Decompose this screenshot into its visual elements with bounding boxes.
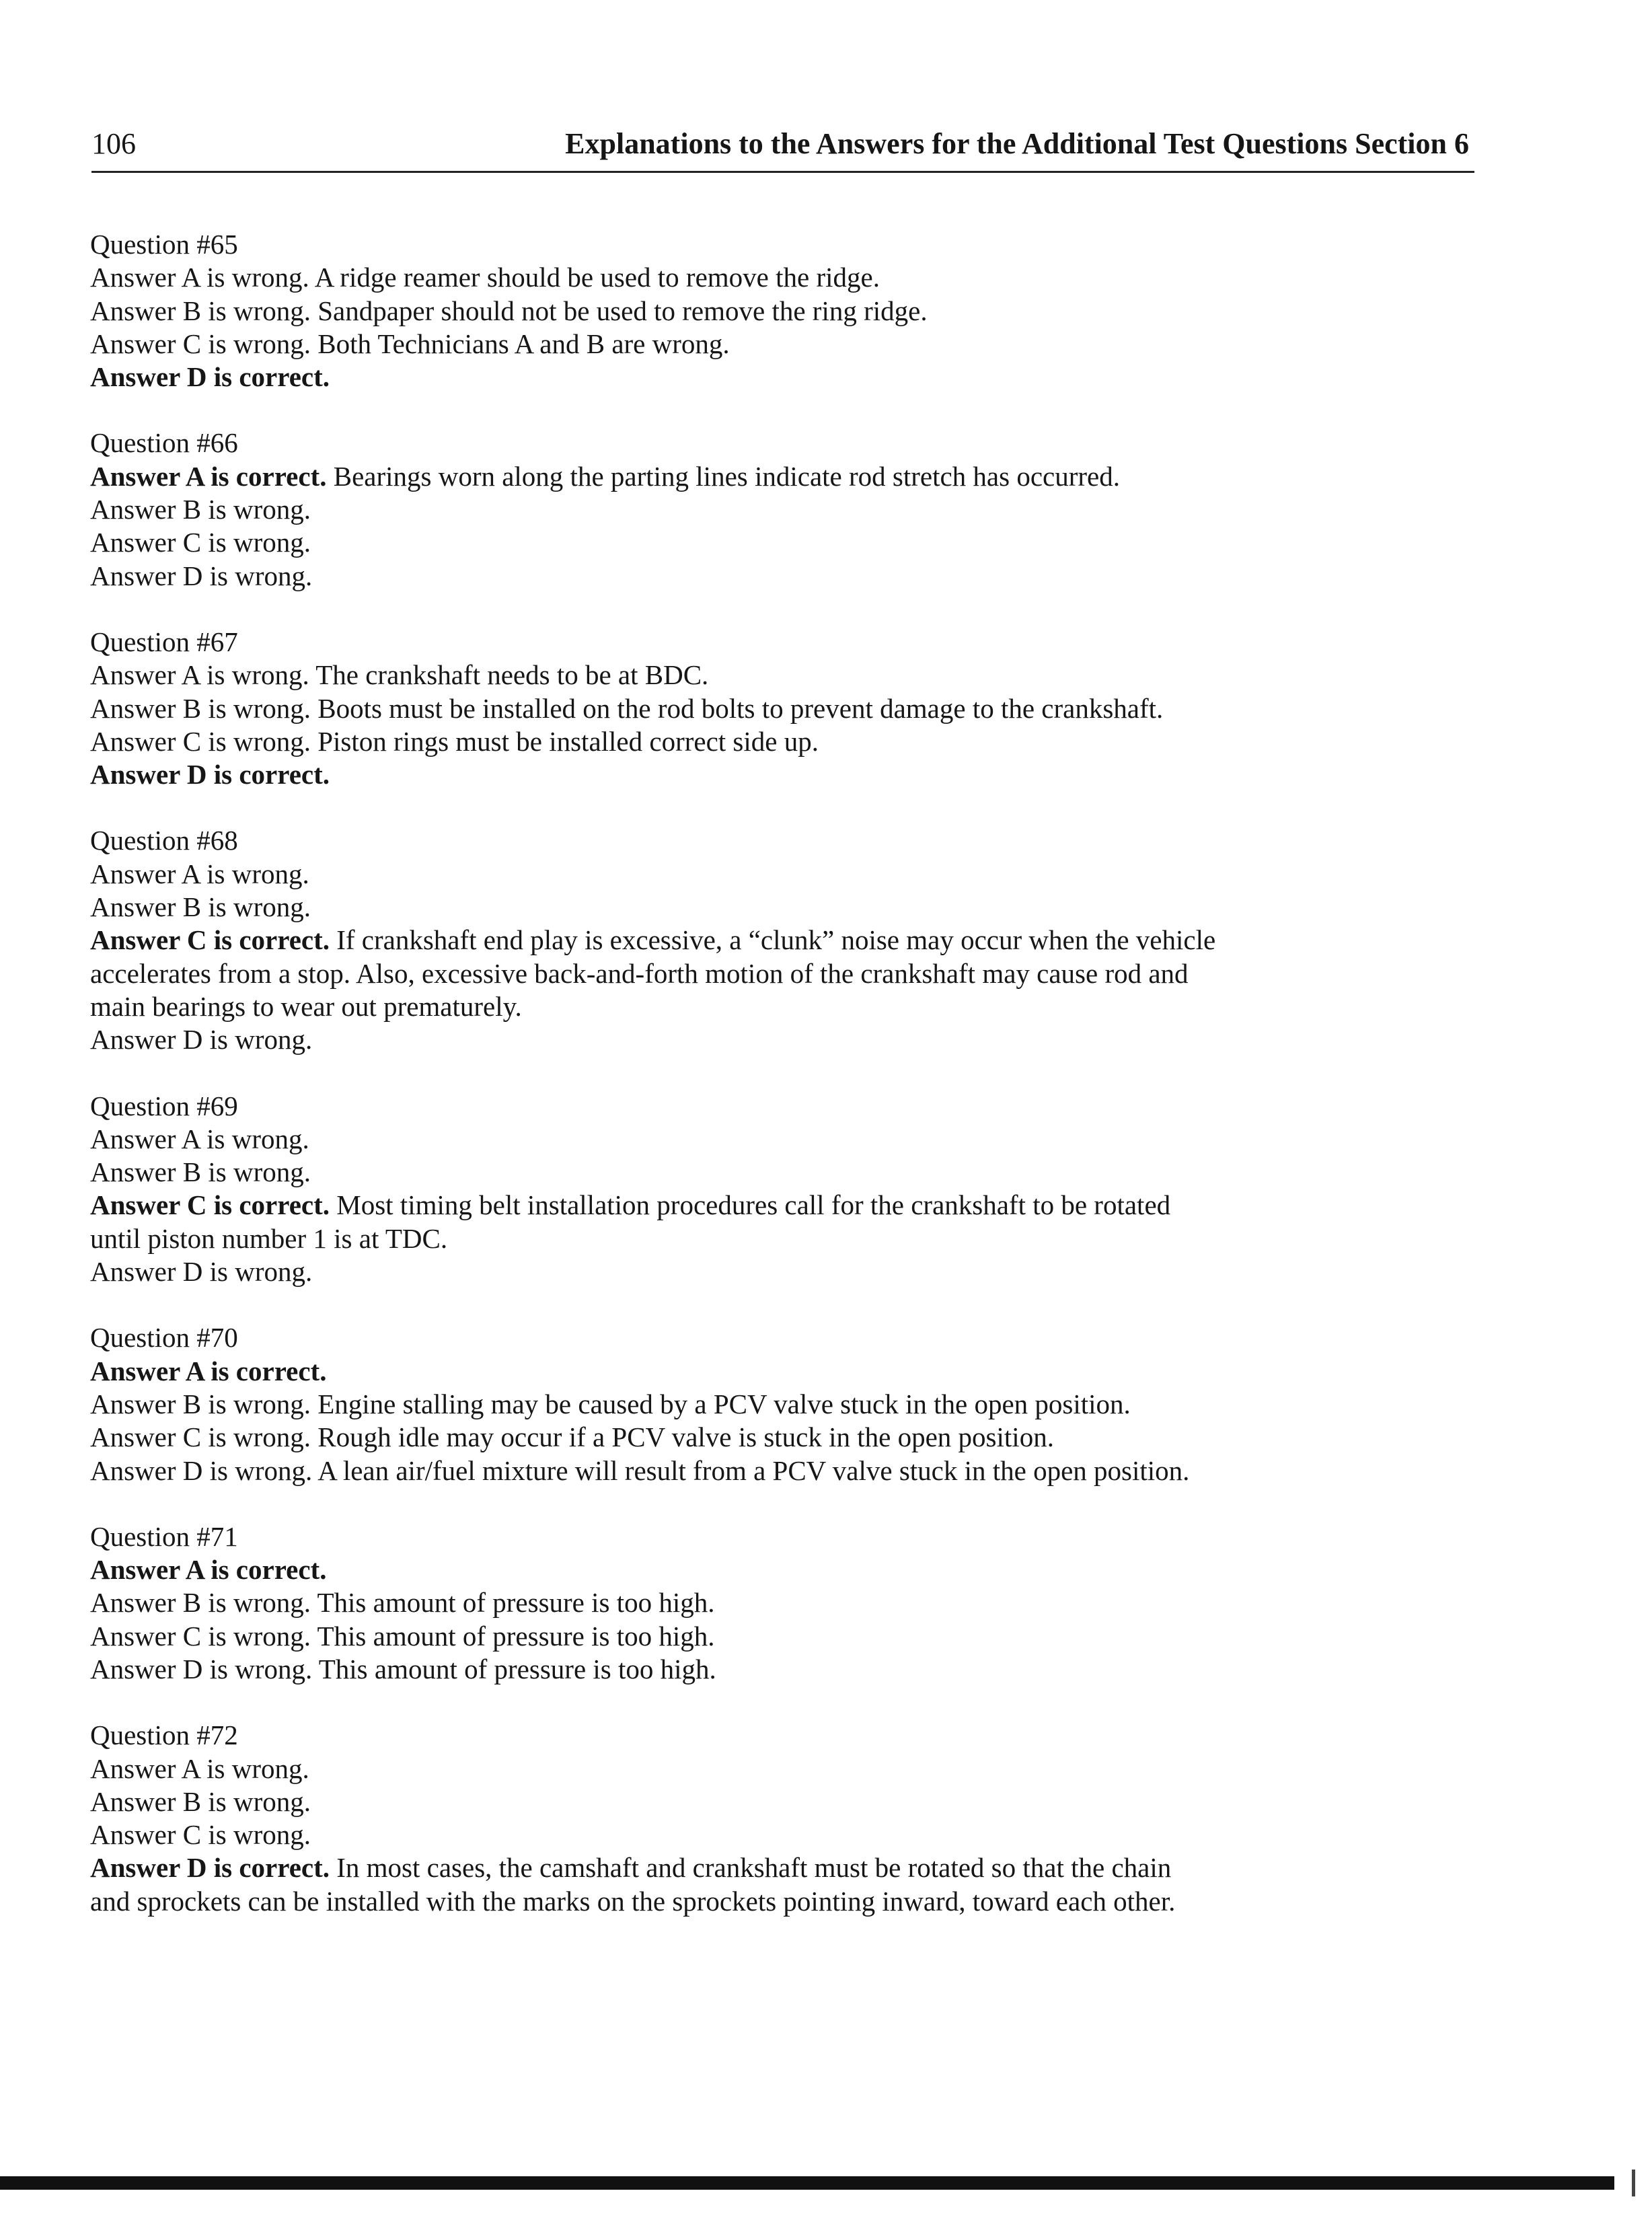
answer-text: Answer A is wrong. — [90, 1752, 309, 1784]
answer-line — [90, 1023, 1489, 1056]
question-heading: Question #69 — [90, 1090, 238, 1121]
page-number: 106 — [91, 127, 136, 160]
correct-answer-label: Answer A is correct. — [90, 1355, 327, 1386]
question-block — [90, 626, 1489, 791]
answer-line — [90, 1255, 1489, 1288]
answer-line — [90, 1553, 1489, 1586]
answer-text: Answer D is wrong. A lean air/fuel mixture will result from a PCV valve stuck in the open position. — [90, 1454, 1190, 1486]
answer-text: Bearings worn along the parting lines indicate rod stretch has occurred. — [326, 460, 1120, 492]
answer-line — [90, 1885, 1489, 1918]
question-heading: Question #66 — [90, 427, 238, 459]
question-heading: Question #72 — [90, 1719, 238, 1751]
footer-rule — [0, 2176, 1614, 2190]
answer-line — [90, 460, 1489, 493]
answer-text: Answer B is wrong. Sandpaper should not be used to remove the ring ridge. — [90, 295, 928, 326]
correct-answer-label: Answer C is correct. — [90, 924, 330, 956]
answer-line — [90, 1421, 1489, 1454]
answer-line — [90, 1752, 1489, 1785]
answer-line — [90, 1653, 1489, 1686]
answer-line — [90, 858, 1489, 891]
answer-line — [90, 692, 1489, 725]
answer-line — [90, 891, 1489, 924]
question-heading: Question #71 — [90, 1520, 238, 1552]
answer-line — [90, 560, 1489, 593]
answer-line — [90, 1620, 1489, 1653]
running-head: Explanations to the Answers for the Additional Test Questions Section 6 — [565, 127, 1469, 160]
answer-line — [90, 261, 1489, 294]
answer-text: Answer D is wrong. — [90, 1024, 313, 1056]
answer-text: Answer B is wrong. — [90, 1785, 311, 1817]
answer-line — [90, 990, 1489, 1023]
question-block — [90, 824, 1489, 1056]
answer-line — [90, 725, 1489, 758]
answer-line — [90, 1388, 1489, 1421]
answer-text: Answer A is wrong. — [90, 858, 309, 889]
answer-line — [90, 1123, 1489, 1156]
answer-line — [90, 1586, 1489, 1619]
answer-text: If crankshaft end play is excessive, a “clunk” noise may occur when the vehicle — [330, 924, 1216, 956]
answer-text: Answer B is wrong. Engine stalling may be caused by a PCV valve stuck in the open position. — [90, 1388, 1131, 1419]
answer-text: Answer C is wrong. Rough idle may occur if a PCV valve is stuck in the open position. — [90, 1421, 1054, 1453]
answer-text: Answer D is wrong. — [90, 560, 313, 591]
question-block — [90, 1090, 1489, 1289]
answer-text: main bearings to wear out prematurely. — [90, 990, 522, 1022]
answer-text: Answer B is wrong. — [90, 891, 311, 923]
answer-text: Answer C is wrong. — [90, 527, 311, 558]
correct-answer-label: Answer A is correct. — [90, 1554, 327, 1586]
answer-line — [90, 526, 1489, 559]
answer-line — [90, 924, 1489, 957]
answer-text: Answer B is wrong. — [90, 1156, 311, 1188]
answer-text: Answer A is wrong. A ridge reamer should be used to remove the ridge. — [90, 262, 880, 293]
question-heading: Question #68 — [90, 825, 238, 856]
question-heading: Question #70 — [90, 1322, 238, 1354]
answer-text: Answer D is wrong. — [90, 1256, 313, 1288]
answer-text: In most cases, the camshaft and crankshaft must be rotated so that the chain — [330, 1852, 1172, 1884]
answer-text: Most timing belt installation procedures call for the crankshaft to be rotated — [330, 1189, 1171, 1221]
answer-line — [90, 1189, 1489, 1222]
correct-answer-label: Answer D is correct. — [90, 1852, 330, 1884]
answer-line — [90, 957, 1489, 990]
answer-text: until piston number 1 is at TDC. — [90, 1222, 448, 1254]
answer-text: and sprockets can be installed with the marks on the sprockets pointing inward, toward each other. — [90, 1885, 1176, 1917]
question-block — [90, 1719, 1489, 1918]
correct-answer-label: Answer D is correct. — [90, 361, 330, 393]
answer-line — [90, 1851, 1489, 1884]
answer-text: Answer B is wrong. Boots must be installed on the rod bolts to prevent damage to the crankshaft. — [90, 692, 1164, 724]
answer-line — [90, 493, 1489, 526]
answer-text: Answer B is wrong. This amount of pressure is too high. — [90, 1587, 715, 1619]
answer-text: Answer A is wrong. The crankshaft needs to be at BDC. — [90, 659, 709, 691]
answer-text: Answer C is wrong. Both Technicians A and B are wrong. — [90, 328, 730, 359]
question-block — [90, 427, 1489, 592]
answer-text: accelerates from a stop. Also, excessive back-and-forth motion of the crankshaft may cause rod and — [90, 957, 1189, 989]
answer-text: Answer B is wrong. — [90, 494, 311, 525]
question-block — [90, 1321, 1489, 1487]
question-heading: Question #67 — [90, 626, 238, 657]
answer-line — [90, 1355, 1489, 1388]
answer-text: Answer A is wrong. — [90, 1123, 309, 1154]
answer-line — [90, 758, 1489, 791]
answer-text: Answer D is wrong. This amount of pressure is too high. — [90, 1653, 716, 1685]
question-block — [90, 1520, 1489, 1686]
correct-answer-label: Answer D is correct. — [90, 759, 330, 790]
answer-text: Answer C is wrong. Piston rings must be installed correct side up. — [90, 725, 819, 757]
answer-text: Answer C is wrong. This amount of pressure is too high. — [90, 1620, 715, 1652]
answer-line — [90, 659, 1489, 692]
answer-line — [90, 1454, 1489, 1487]
answer-line — [90, 1785, 1489, 1818]
answer-line — [90, 295, 1489, 328]
header-rule — [91, 171, 1474, 173]
answer-line — [90, 328, 1489, 361]
answer-text: Answer C is wrong. — [90, 1819, 311, 1851]
question-block — [90, 228, 1489, 394]
answer-explanations — [90, 228, 1489, 1951]
page-edge-mark — [1632, 2170, 1635, 2196]
answer-line — [90, 361, 1489, 394]
answer-line — [90, 1818, 1489, 1851]
correct-answer-label: Answer C is correct. — [90, 1189, 330, 1221]
answer-line — [90, 1156, 1489, 1189]
question-heading: Question #65 — [90, 229, 238, 260]
answer-line — [90, 1222, 1489, 1255]
correct-answer-label: Answer A is correct. — [90, 460, 327, 492]
